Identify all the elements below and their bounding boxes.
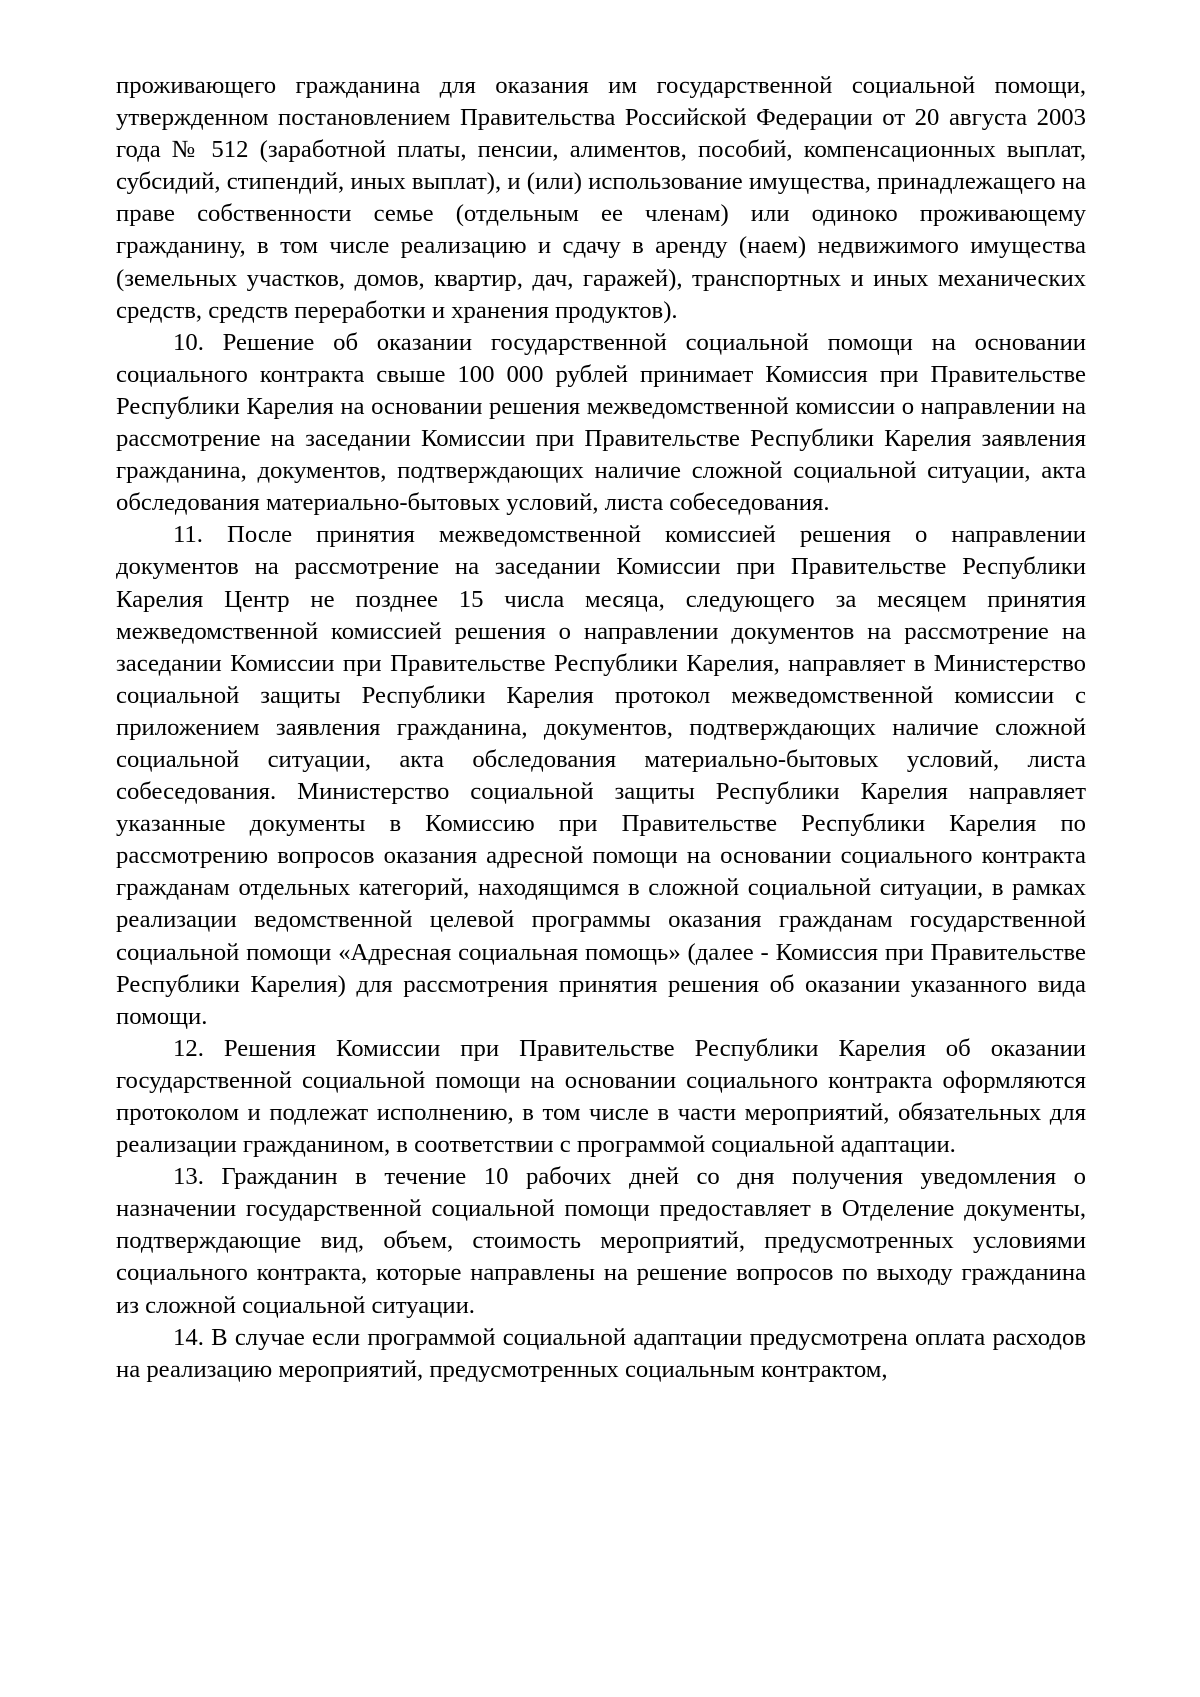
document-page [116,70,1086,1386]
paragraph-continuation: проживающего гражданина для оказания им государственной социальной помощи, утвержденном постановлением Правительства Российской Федерации от 20 августа 2003 года № 512 (заработной платы, пенсии, алиментов, пособий, компенсационных выплат, субсидий, стипендий, иных выплат), и (или) использование имущества, принадлежащего на праве собственности семье (отдельным ее членам) или одиноко проживающему гражданину, в том числе реализацию и сдачу в аренду (наем) недвижимого имущества (земельных участков, домов, квартир, дач, гаражей), транспортных и иных механических средств, средств переработки и хранения продуктов). [116,72,1086,324]
paragraph-item-13: 13. Гражданин в течение 10 рабочих дней со дня получения уведомления о назначении государственной социальной помощи предоставляет в Отделение документы, подтверждающие вид, объем, стоимость мероприятий, предусмотренных условиями социального контракта, которые направлены на решение вопросов по выходу гражданина из сложной социальной ситуации. [116,1163,1086,1319]
paragraph-item-10: 10. Решение об оказании государственной социальной помощи на основании социального контракта свыше 100 000 рублей принимает Комиссия при Правительстве Республики Карелия на основании решения межведомственной комиссии о направлении на рассмотрение на заседании Комиссии при Правительстве Республики Карелия заявления гражданина, документов, подтверждающих наличие сложной социальной ситуации, акта обследования материально-бытовых условий, листа собеседования. [116,328,1086,517]
paragraph-item-14: 14. В случае если программой социальной адаптации предусмотрена оплата расходов на реализацию мероприятий, предусмотренных социальным контрактом, [116,1323,1086,1383]
paragraph-item-11: 11. После принятия межведомственной комиссией решения о направлении документов на рассмотрение на заседании Комиссии при Правительстве Республики Карелия Центр не позднее 15 числа месяца, следующего за месяцем принятия межведомственной комиссией решения о направлении документов на рассмотрение на заседании Комиссии при Правительстве Республики Карелия, направляет в Министерство социальной защиты Республики Карелия протокол межведомственной комиссии с приложением заявления гражданина, документов, подтверждающих наличие сложной социальной ситуации, акта обследования материально-бытовых условий, листа собеседования. Министерство социальной защиты Республики Карелия направляет указанные документы в Комиссию при Правительстве Республики Карелия по рассмотрению вопросов оказания адресной помощи на основании социального контракта гражданам отдельных категорий, находящимся в сложной социальной ситуации, в рамках реализации ведомственной целевой программы оказания гражданам государственной социальной помощи «Адресная социальная помощь» (далее - Комиссия при Правительстве Республики Карелия) для рассмотрения принятия решения об оказании указанного вида помощи. [116,521,1086,1030]
paragraph-item-12: 12. Решения Комиссии при Правительстве Республики Карелия об оказании государственной социальной помощи на основании социального контракта оформляются протоколом и подлежат исполнению, в том числе в части мероприятий, обязательных для реализации гражданином, в соответствии с программой социальной адаптации. [116,1034,1086,1159]
